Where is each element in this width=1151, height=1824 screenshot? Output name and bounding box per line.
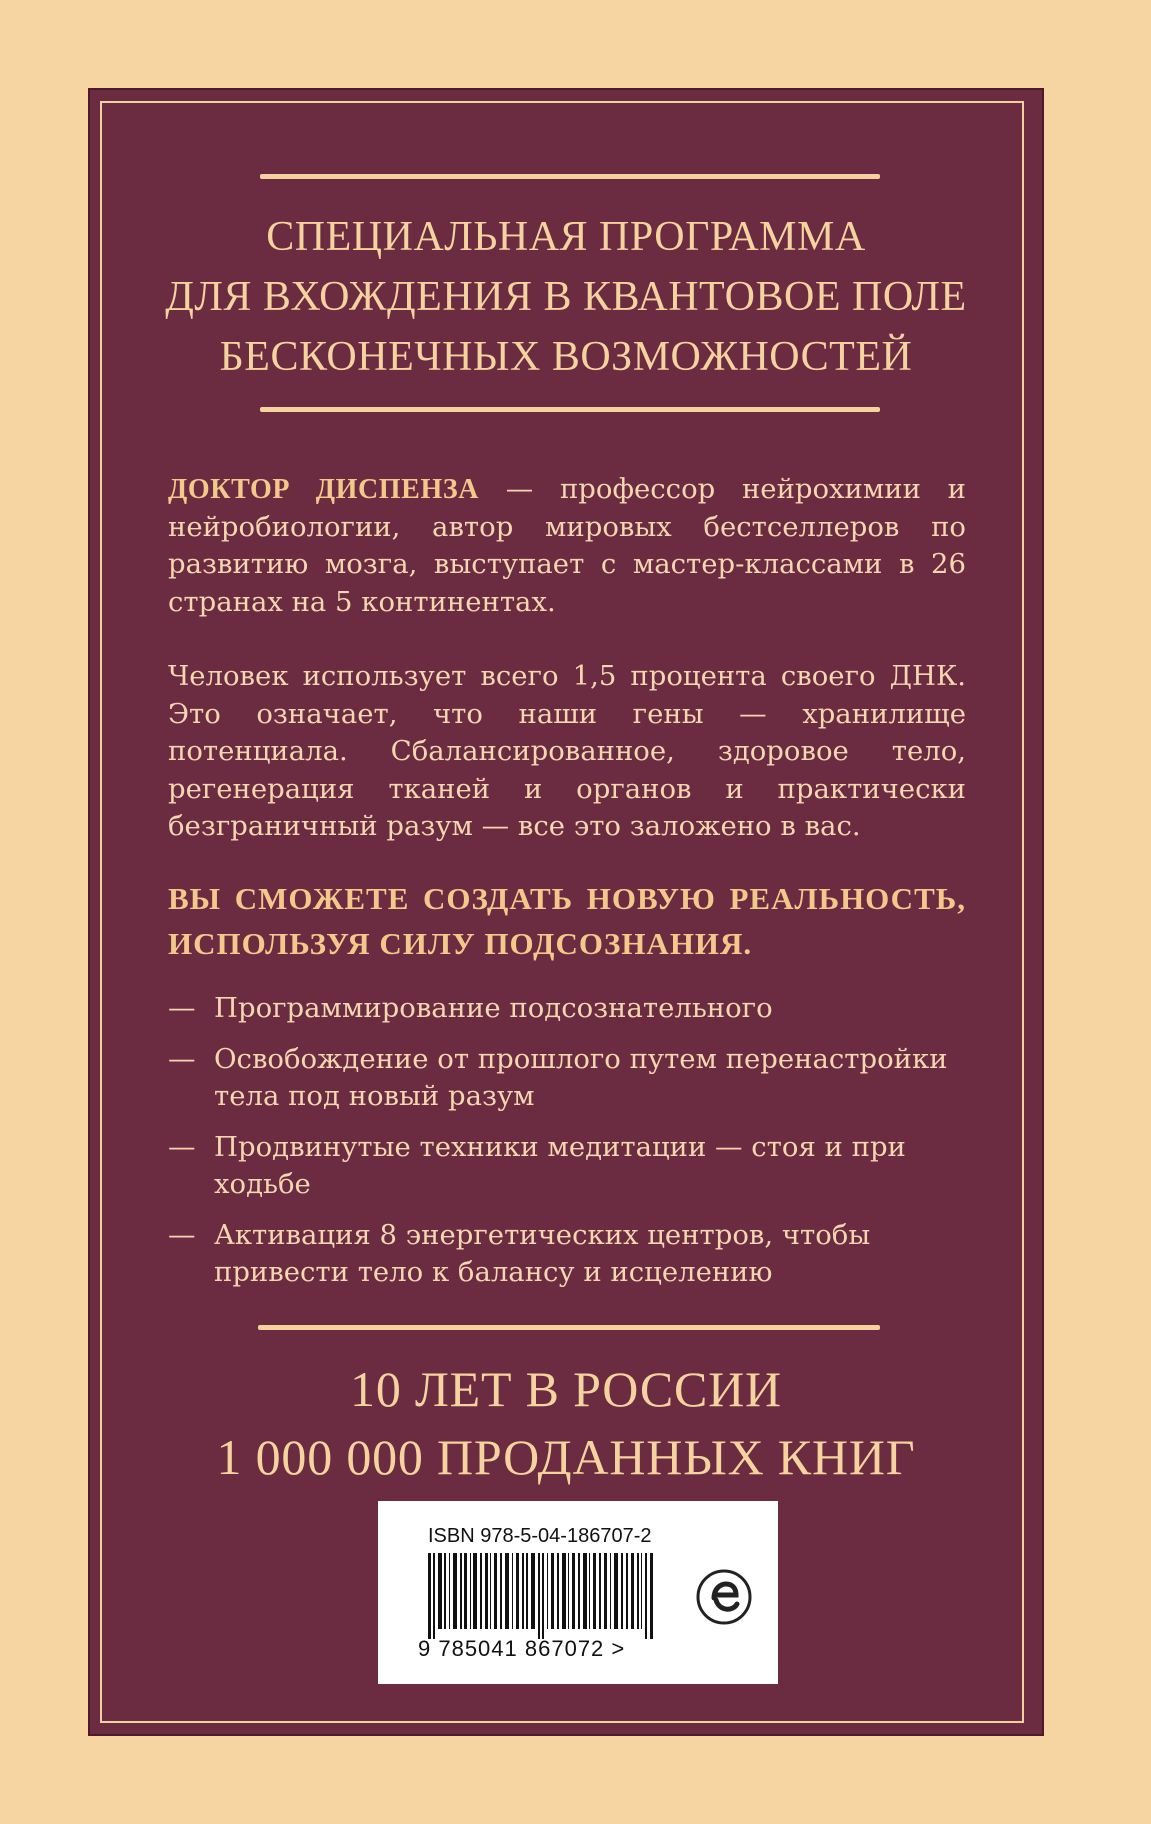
features-list [168, 990, 988, 1305]
claim-copies-sold: 1 000 000 ПРОДАННЫХ КНИГ [216, 1429, 916, 1485]
callout-text: ВЫ СМОЖЕТЕ СОЗДАТЬ НОВУЮ РЕАЛЬНОСТЬ, ИСПОЛЬЗУЯ СИЛУ ПОДСОЗНАНИЯ. [168, 881, 966, 961]
sales-claims [132, 1355, 1000, 1491]
feature-text: Продвинутые техники медитации — стоя и при ходьбе [214, 1131, 906, 1200]
publisher-logo-icon [696, 1569, 752, 1625]
dash-bullet: — [168, 1131, 196, 1163]
list-item [168, 1217, 988, 1291]
barcode-block [378, 1501, 778, 1684]
barcode-digits: 9 785041 867072 > [418, 1636, 626, 1661]
top-divider [260, 174, 880, 179]
author-description: — профессор нейрохимии и нейробиологии, автор мировых бестселлеров по развитию мозга, выступает с мастер-классами в 26 странах на 5 континентах. [168, 473, 966, 618]
claim-years: 10 ЛЕТ В РОССИИ [350, 1361, 782, 1417]
author-blurb [168, 471, 966, 621]
author-name: ДОКТОР ДИСПЕНЗА [168, 474, 480, 505]
program-heading [132, 207, 1000, 387]
heading-line-3: БЕСКОНЕЧНЫХ ВОЗМОЖНОСТЕЙ [219, 334, 913, 380]
dash-bullet: — [168, 992, 196, 1024]
list-item [168, 990, 988, 1027]
barcode-icon [428, 1553, 664, 1639]
dash-bullet: — [168, 1219, 196, 1251]
claims-top-divider [258, 1325, 880, 1330]
list-item [168, 1041, 988, 1115]
description-paragraph: Человек использует всего 1,5 процента своего ДНК. Это означает, что наши гены — хранилище потенциала. Сбалансированное, здоровое тело, регенерация тканей и органов и практически безграничный разум — все это заложено в вас. [168, 660, 966, 842]
feature-text: Освобождение от прошлого путем перенастройки тела под новый разум [214, 1043, 948, 1112]
heading-line-2: ДЛЯ ВХОЖДЕНИЯ В КВАНТОВОЕ ПОЛЕ [165, 274, 967, 320]
dash-bullet: — [168, 1043, 196, 1075]
heading-line-1: СПЕЦИАЛЬНАЯ ПРОГРАММА [266, 214, 866, 260]
feature-text: Активация 8 энергетических центров, чтобы привести тело к балансу и исцелению [214, 1219, 871, 1288]
list-item [168, 1129, 988, 1203]
heading-bottom-divider [260, 407, 880, 412]
feature-text: Программирование подсознательного [214, 992, 773, 1024]
isbn-number: ISBN 978-5-04-186707-2 [428, 1525, 652, 1547]
